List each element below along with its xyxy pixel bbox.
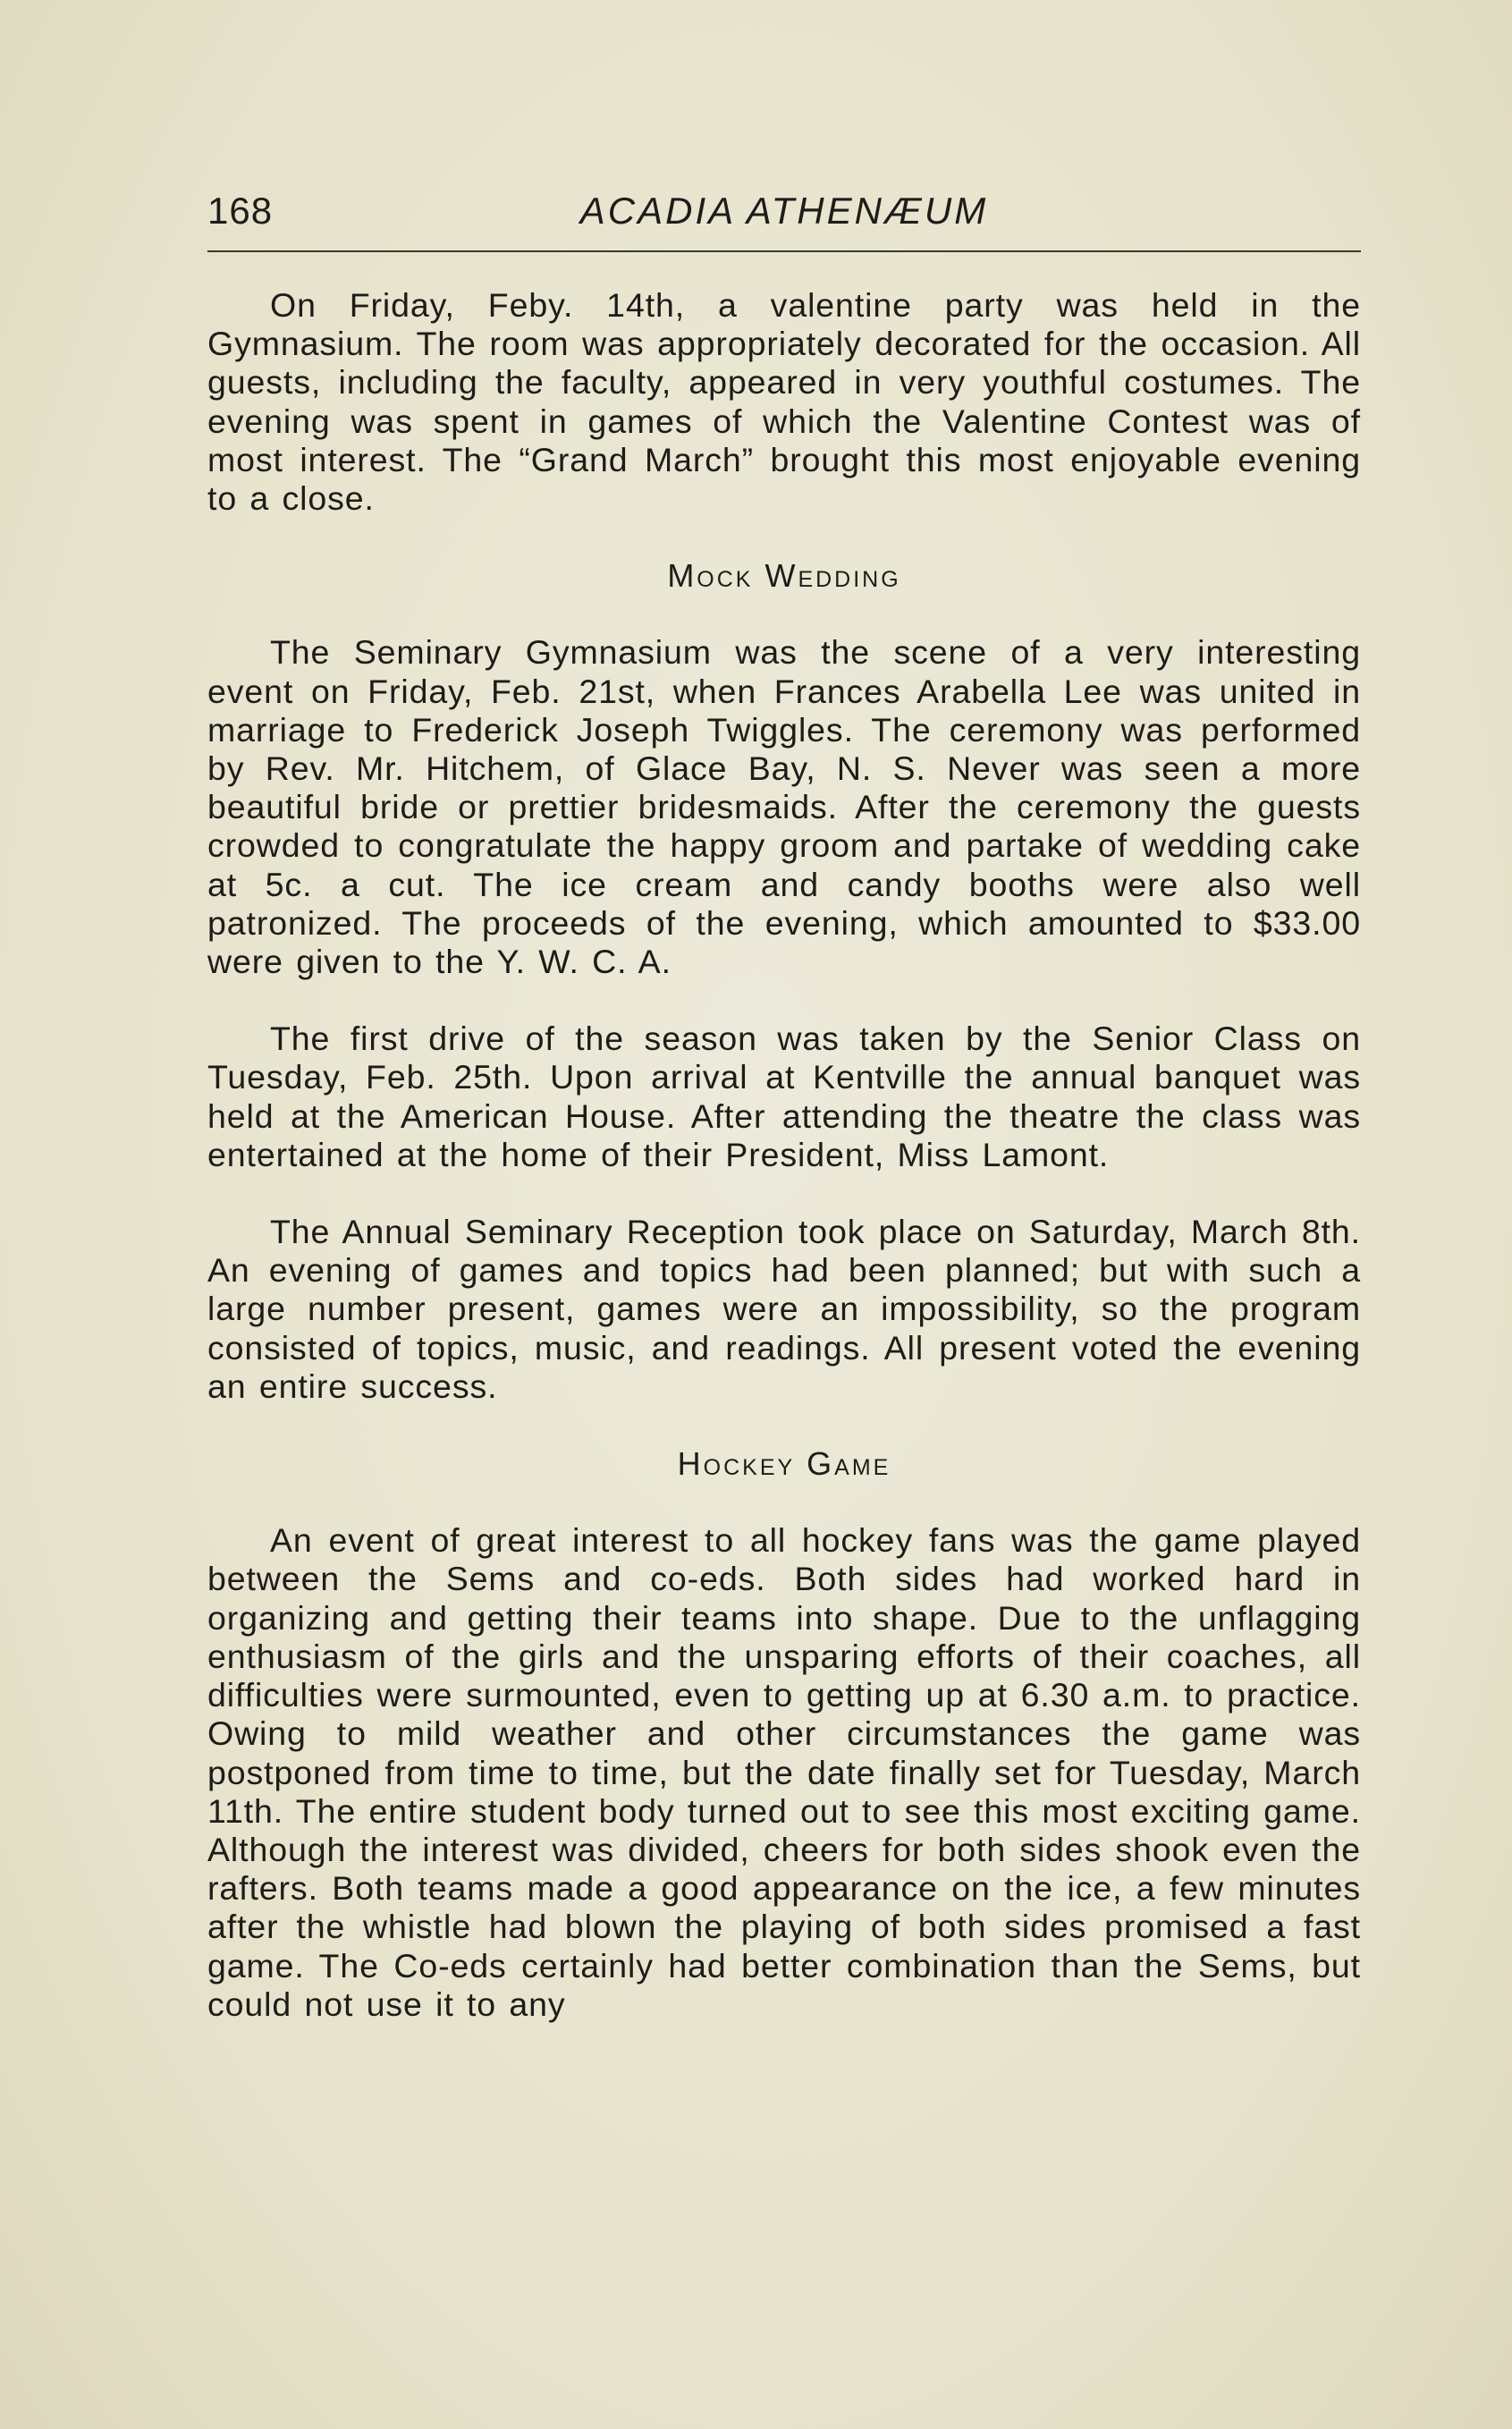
hockey-game-paragraph: An event of great interest to all hockey fans was the game played between the Sems and co-eds. Both sides had worked hard in organizing and getting their teams into shape. Due to the unflagging enthusiasm of the girls and the unsparing efforts of their coaches, all difficulties were surmounted, even to getting up at 6.30 a.m. to practice. Owing to mild weather and other circumstances the game was postponed from time to time, but the date finally set for Tuesday, March 11th. The entire student body turned out to see this most exciting game. Although the interest was divided, cheers for both sides shook even the rafters. Both teams made a good appearance on the ice, a few minutes after the whistle had blown the playing of both sides promised a fast game. The Co-eds certainly had better combination than the Sems, but could not use it to any xyxy=(207,1521,1361,2023)
mock-wedding-heading: Mock Wedding xyxy=(667,557,901,595)
page-number: 168 xyxy=(207,190,274,232)
spacer xyxy=(207,981,1361,1020)
spacer xyxy=(207,1406,1361,1444)
hockey-game-heading: Hockey Game xyxy=(677,1445,891,1483)
spacer xyxy=(207,1483,1361,1521)
page-header xyxy=(207,190,1361,245)
article-body xyxy=(207,286,1361,2024)
valentine-party-paragraph: On Friday, Feby. 14th, a valentine party was held in the Gymnasium. The room was appropriately decorated for the occasion. All guests, including the faculty, appeared in very youthful costumes. The evening was spent in games of which the Valentine Contest was of most interest. The “Grand March” brought this most enjoyable evening to a close. xyxy=(207,286,1361,518)
senior-drive-paragraph: The first drive of the season was taken by the Senior Class on Tuesday, Feb. 25th. Upon arrival at Kentville the annual banquet was held at the American House. After attending the theatre the class was entertained at the home of their President, Miss Lamont. xyxy=(207,1020,1361,1173)
running-title: ACADIA ATHENÆUM xyxy=(579,190,989,232)
mock-wedding-paragraph: The Seminary Gymnasium was the scene of a very interesting event on Friday, Feb. 21st, when Frances Arabella Lee was united in marriage to Frederick Joseph Twiggles. The ceremony was performed by Rev. Mr. Hitchem, of Glace Bay, N. S. Never was seen a more beautiful bride or prettier bridesmaids. After the ceremony the guests crowded to congratulate the happy groom and partake of wedding cake at 5c. a cut. The ice cream and candy booths were also well patronized. The proceeds of the evening, which amounted to $33.00 were given to the Y. W. C. A. xyxy=(207,633,1361,981)
header-rule xyxy=(207,250,1361,252)
seminary-reception-paragraph: The Annual Seminary Reception took place on Saturday, March 8th. An evening of games and topics had been planned; but with such a large number present, games were an impossibility, so the program consisted of topics, music, and readings. All present voted the evening an entire success. xyxy=(207,1213,1361,1405)
spacer xyxy=(207,595,1361,633)
spacer xyxy=(207,518,1361,556)
spacer xyxy=(207,1174,1361,1213)
